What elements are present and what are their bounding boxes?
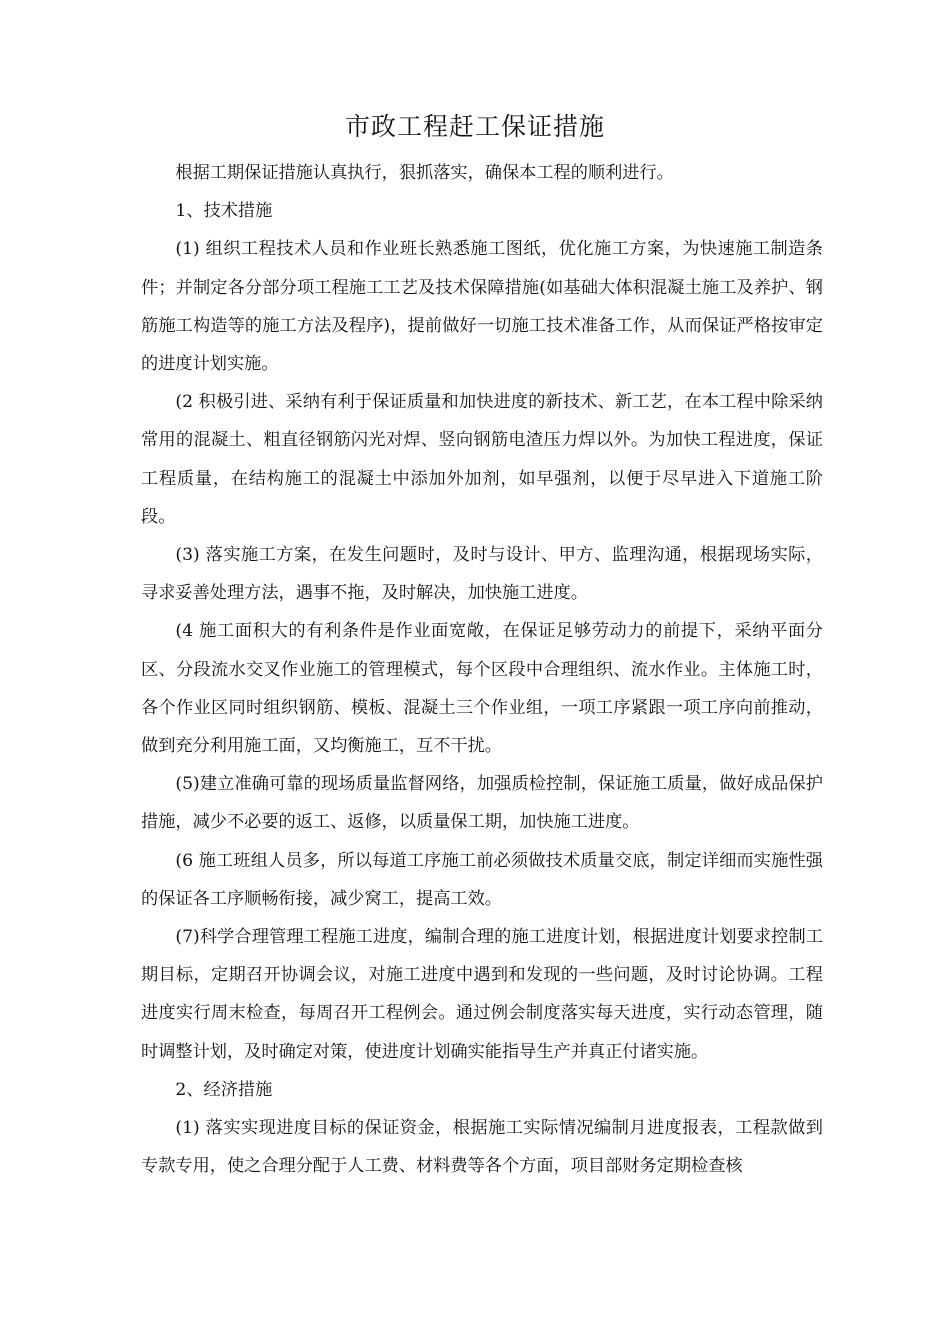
paragraph-technical-5: (5)建立准确可靠的现场质量监督网络，加强质检控制，保证施工质量，做好成品保护措施，减少不必要的返工、返修，以质量保工期，加快施工进度。: [141, 774, 823, 833]
paragraph-economic-1: (1) 落实实现进度目标的保证资金，根据施工实际情况编制月进度报表，工程款做到专款专用，使之合理分配于人工费、材料费等各个方面，项目部财务定期检查核: [141, 1118, 823, 1177]
paragraph-technical-3: (3) 落实施工方案，在发生问题时，及时与设计、甲方、监理沟通，根据现场实际，寻求妥善处理方法，遇事不拖，及时解决，加快施工进度。: [141, 545, 823, 604]
paragraph-technical-7: (7)科学合理管理工程施工进度，编制合理的施工进度计划，根据进度计划要求控制工期目标，定期召开协调会议，对施工进度中遇到和发现的一些问题，及时讨论协调。工程进度实行周末检查，每周召开工程例会。通过例会制度落实每天进度，实行动态管理，随时调整计划，及时确定对策，使进度计划确实能指导生产并真正付诸实施。: [141, 927, 823, 1062]
section-heading-economic: 2、经济措施: [175, 1079, 273, 1100]
document-body: [141, 154, 823, 1185]
paragraph-technical-1: (1) 组织工程技术人员和作业班长熟悉施工图纸，优化施工方案，为快速施工制造条件；并制定各分部分项工程施工工艺及技术保障措施(如基础大体积混凝土施工及养护、钢筋施工构造等的施工方法及程序)，提前做好一切施工技术准备工作，从而保证严格按审定的进度计划实施。: [141, 239, 823, 375]
paragraph-intro: 根据工期保证措施认真执行，狠抓落实，确保本工程的顺利进行。: [175, 163, 674, 183]
paragraph-technical-4: (4 施工面积大的有利条件是作业面宽敞，在保证足够劳动力的前提下，采纳平面分区、分段流水交叉作业施工的管理模式，每个区段中合理组织、流水作业。主体施工时，各个作业区同时组织钢筋、模板、混凝土三个作业组，一项工序紧跟一项工序向前推动，做到充分利用施工面，又均衡施工，互不干扰。: [141, 621, 823, 757]
paragraph-technical-6: (6 施工班组人员多，所以每道工序施工前必须做技术质量交底，制定详细而实施性强的保证各工序顺畅衔接，减少窝工，提高工效。: [141, 850, 823, 909]
section-heading-technical: 1、技术措施: [175, 201, 273, 222]
document-title: 市政工程赶工保证措施: [344, 112, 605, 141]
paragraph-technical-2: (2 积极引进、采纳有利于保证质量和加快进度的新技术、新工艺，在本工程中除采纳常用的混凝土、粗直径钢筋闪光对焊、竖向钢筋电渣压力焊以外。为加快工程进度，保证工程质量，在结构施工的混凝土中添加外加剂，如早强剂，以便于尽早进入下道施工阶段。: [141, 392, 823, 527]
